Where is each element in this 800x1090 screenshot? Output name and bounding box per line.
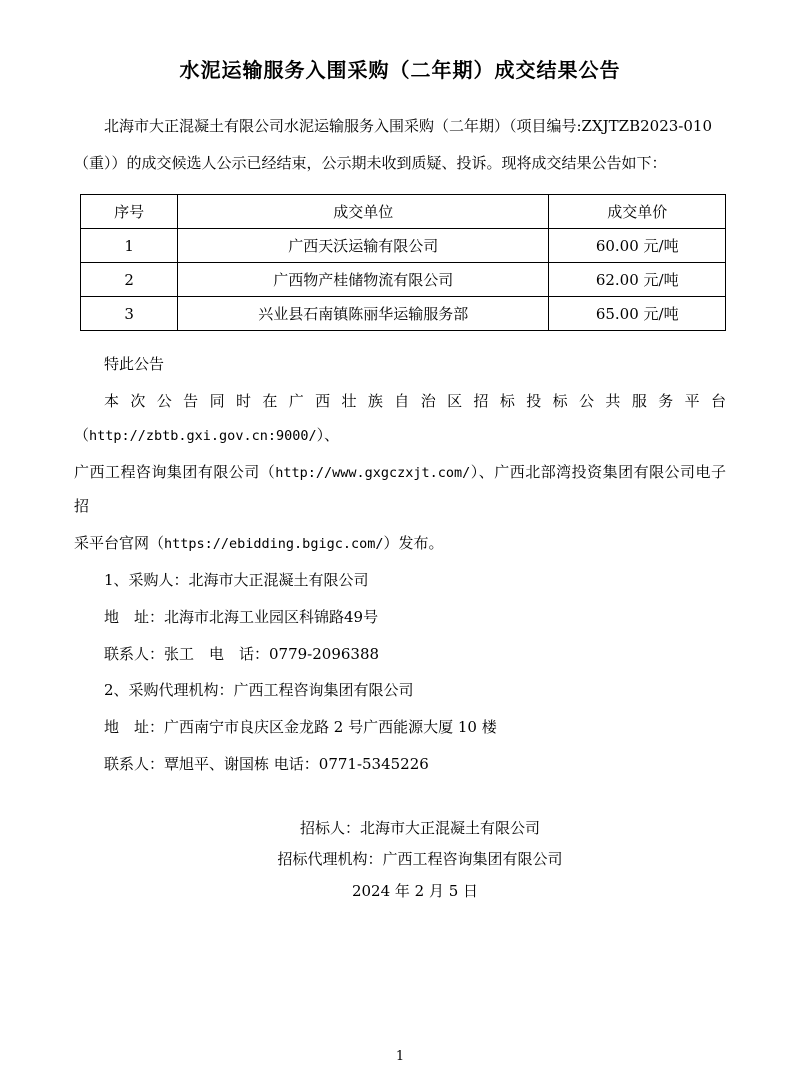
table-header-unit: 成交单位 bbox=[178, 195, 549, 229]
platform-url-1: http://zbtb.gxi.gov.cn:9000/ bbox=[89, 428, 317, 444]
signature-block bbox=[74, 813, 726, 908]
table-row bbox=[81, 297, 726, 331]
contact-line: 2、采购代理机构：广西工程咨询集团有限公司 bbox=[104, 681, 414, 700]
page-title: 水泥运输服务入围采购（二年期）成交结果公告 bbox=[179, 58, 621, 82]
row-no: 3 bbox=[81, 297, 178, 331]
row-unit: 广西天沃运输有限公司 bbox=[178, 229, 549, 263]
row-unit: 广西物产桂储物流有限公司 bbox=[178, 263, 549, 297]
platform-line-1 bbox=[74, 384, 726, 453]
contact-line: 1、采购人：北海市大正混凝土有限公司 bbox=[104, 571, 369, 589]
award-result-table bbox=[80, 194, 726, 331]
platform-line-3 bbox=[74, 526, 726, 561]
platform-text-2a: 广西工程咨询集团有限公司（ bbox=[74, 462, 276, 481]
platform-text-1a: 本次公告同时在广西壮族自治区招标投标公共服务平台（ bbox=[74, 391, 726, 444]
contact-line: 地 址：北海市北海工业园区科锦路49号 bbox=[104, 607, 379, 626]
platform-text-3a: 采平台官网（ bbox=[74, 533, 165, 552]
table-header-no: 序号 bbox=[81, 195, 178, 229]
table-header-row bbox=[81, 195, 726, 229]
row-price: 60.00 元/吨 bbox=[549, 229, 726, 263]
row-no: 2 bbox=[81, 263, 178, 297]
intro-paragraph-line-1: 北海市大正混凝土有限公司水泥运输服务入围采购（二年期）（项目编号:ZXJTZB2023-010 bbox=[104, 117, 712, 135]
intro-paragraph-line-2: （重））的成交候选人公示已经结束，公示期未收到质疑、投诉。现将成交结果公告如下： bbox=[74, 153, 667, 172]
table-header-price: 成交单价 bbox=[549, 195, 726, 229]
platform-text-2b: ）、广西北部湾投资集团有限公司电子招 bbox=[74, 462, 726, 515]
signature-tenderer: 招标人：北海市大正混凝土有限公司 bbox=[299, 818, 540, 837]
platform-line-2 bbox=[74, 455, 726, 524]
page-number: 1 bbox=[395, 1049, 405, 1064]
table-row bbox=[81, 263, 726, 297]
signature-agency: 招标代理机构：广西工程咨询集团有限公司 bbox=[277, 850, 563, 868]
contact-line: 地 址：广西南宁市良庆区金龙路 2 号广西能源大厦 10 楼 bbox=[104, 718, 497, 736]
notice-label: 特此公告 bbox=[104, 355, 165, 373]
contact-line: 联系人：张工 电 话：0779-2096388 bbox=[104, 644, 380, 663]
row-price: 62.00 元/吨 bbox=[549, 263, 726, 297]
platform-url-2: http://www.gxgczxjt.com/ bbox=[275, 464, 471, 481]
row-price: 65.00 元/吨 bbox=[549, 297, 726, 331]
platform-url-3: https://ebidding.bgigc.com/ bbox=[164, 535, 384, 552]
row-unit: 兴业县石南镇陈丽华运输服务部 bbox=[178, 297, 549, 331]
contact-block bbox=[74, 562, 726, 783]
platform-text-1b: ）、 bbox=[316, 426, 340, 444]
platform-text-3b: ）发布。 bbox=[383, 533, 444, 552]
table-row bbox=[81, 229, 726, 263]
row-no: 1 bbox=[81, 229, 178, 263]
signature-date: 2024 年 2 月 5 日 bbox=[351, 881, 479, 900]
contact-line: 联系人：覃旭平、谢国栋 电话：0771-5345226 bbox=[104, 754, 429, 773]
